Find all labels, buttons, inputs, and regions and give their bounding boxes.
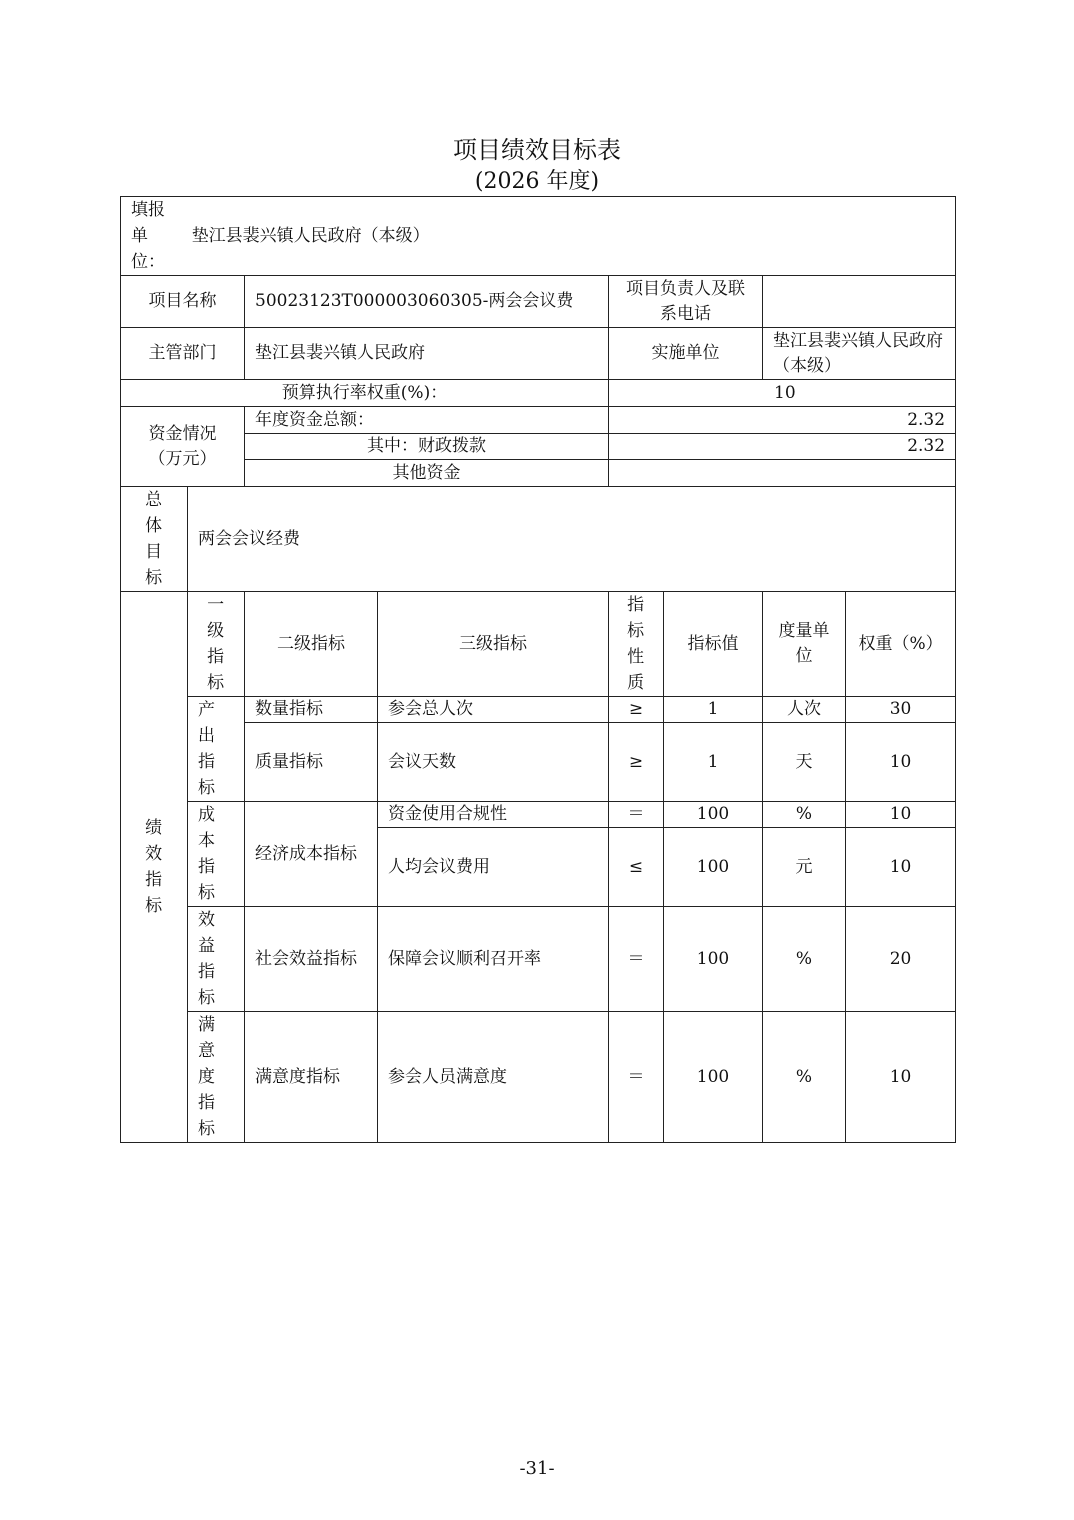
reporting-unit-value: 垫江县裴兴镇人民政府（本级） [191,225,430,246]
page-number: -31- [519,1458,555,1479]
row-level2: 社会效益指标 [245,907,378,1012]
row-unit: 天 [763,723,846,802]
funds-total-value: 2.32 [609,407,956,434]
header-level2: 二级指标 [245,592,378,697]
row-nature: ＝ [609,907,664,1012]
row-nature: ≥ [609,697,664,723]
project-name-value: 50023123T000003060305-两会会议费 [245,276,609,328]
row-weight: 10 [846,723,956,802]
row-level3: 参会总人次 [378,697,609,723]
group-output: 产出指标 [198,700,215,798]
department-label: 主管部门 [121,328,245,380]
row-value: 100 [664,828,763,907]
overall-goal-value: 两会会议经费 [188,487,956,592]
row-nature: ≤ [609,828,664,907]
budget-weight-label: 预算执行率权重(%)： [121,380,609,407]
implementing-unit-value: 垫江县裴兴镇人民政府（本级） [763,328,956,380]
implementing-unit-label: 实施单位 [609,328,763,380]
funds-fiscal-label: 其中：财政拨款 [245,434,609,460]
row-nature: ＝ [609,1012,664,1143]
row-unit: 元 [763,828,846,907]
indicators-label: 绩效指标 [145,818,163,916]
row-level3: 人均会议费用 [378,828,609,907]
header-level1: 一级指标 [207,595,225,693]
group-cost: 成本指标 [198,805,215,903]
header-level3: 三级指标 [378,592,609,697]
budget-weight-value: 10 [609,380,956,407]
header-nature: 指标性质 [627,595,645,693]
reporting-unit-cell [121,197,956,276]
row-value: 100 [664,1012,763,1143]
row-level2: 经济成本指标 [245,802,378,907]
row-level2: 数量指标 [245,697,378,723]
row-weight: 10 [846,828,956,907]
row-value: 100 [664,802,763,828]
document-subtitle: (2026 年度) [474,169,600,194]
funds-other-value [609,460,956,487]
row-nature: ＝ [609,802,664,828]
row-unit: % [763,1012,846,1143]
group-satisfaction: 满意度指标 [198,1015,215,1139]
funds-other-label: 其他资金 [245,460,609,487]
row-level2: 满意度指标 [245,1012,378,1143]
header-value: 指标值 [664,592,763,697]
header-weight: 权重（%） [846,592,956,697]
row-value: 100 [664,907,763,1012]
project-name-label: 项目名称 [121,276,245,328]
row-nature: ≥ [609,723,664,802]
group-benefit: 效益指标 [198,910,215,1008]
row-weight: 20 [846,907,956,1012]
row-level3: 保障会议顺利召开率 [378,907,609,1012]
row-weight: 10 [846,802,956,828]
row-level3: 资金使用合规性 [378,802,609,828]
row-unit: 人次 [763,697,846,723]
row-value: 1 [664,697,763,723]
row-level3: 参会人员满意度 [378,1012,609,1143]
funds-total-label: 年度资金总额： [245,407,609,434]
row-unit: % [763,907,846,1012]
document-title: 项目绩效目标表 [453,136,621,164]
row-level3: 会议天数 [378,723,609,802]
project-lead-label: 项目负责人及联系电话 [609,276,763,328]
header-unit: 度量单位 [763,592,846,697]
funds-label: 资金情况（万元） [121,407,245,487]
project-lead-value [763,276,956,328]
performance-target-table [120,196,956,1143]
row-level2: 质量指标 [245,723,378,802]
funds-fiscal-value: 2.32 [609,434,956,460]
overall-goal-label: 总体目标 [145,490,163,588]
row-weight: 10 [846,1012,956,1143]
department-value: 垫江县裴兴镇人民政府 [245,328,609,380]
row-unit: % [763,802,846,828]
row-value: 1 [664,723,763,802]
reporting-unit-label: 填报单位： [131,200,165,272]
row-weight: 30 [846,697,956,723]
